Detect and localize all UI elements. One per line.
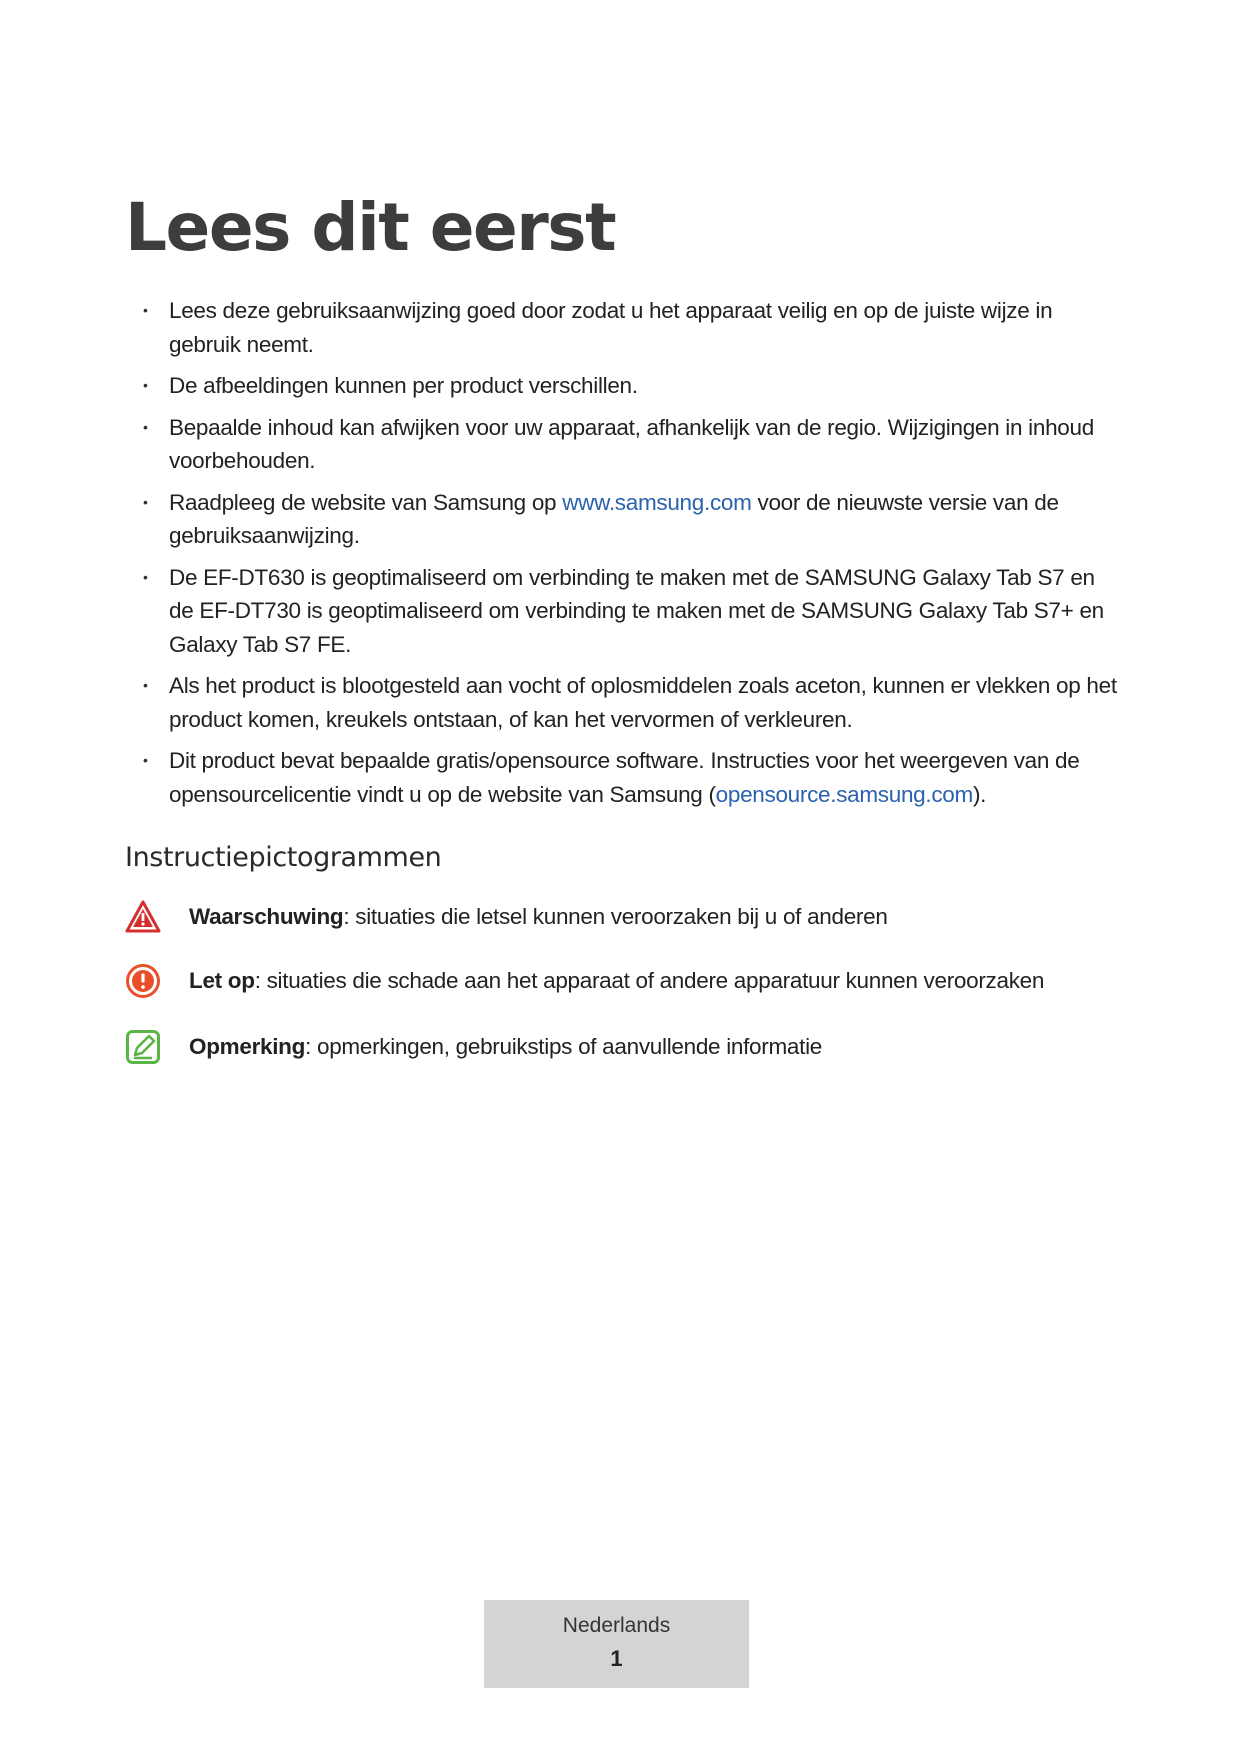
page-footer <box>484 1600 749 1688</box>
bullet-icon: • <box>143 568 148 585</box>
intro-bullet-list <box>135 294 1125 819</box>
note-icon <box>125 1029 161 1065</box>
warning-text: : situaties die letsel kunnen veroorzaken bij u of anderen <box>343 904 888 929</box>
caution-description <box>189 968 1044 994</box>
list-item-text-after: ). <box>972 781 987 807</box>
list-item <box>135 669 1125 736</box>
list-item <box>135 486 1125 553</box>
note-text: : opmerkingen, gebruikstips of aanvullende informatie <box>305 1034 822 1059</box>
list-item <box>135 294 1125 361</box>
list-item-text: De afbeeldingen kunnen per product verschillen. <box>169 373 638 398</box>
bullet-icon: • <box>143 677 148 693</box>
list-item-text: Als het product is blootgesteld aan vocht of oplosmiddelen zoals aceton, kunnen er vlekken op het product komen, kreukels ontstaan, of kan het vervormen of verkleuren. <box>169 673 1117 732</box>
list-item-text: Bepaalde inhoud kan afwijken voor uw apparaat, afhankelijk van de regio. Wijzigingen in inhoud voorbehouden. <box>169 414 1094 473</box>
list-item-text: Lees deze gebruiksaanwijzing goed door zodat u het apparaat veilig en op de juiste wijze in gebruik neemt. <box>169 298 1053 357</box>
icon-legend-note <box>125 1027 1125 1067</box>
page-number: 1 <box>610 1646 623 1671</box>
caution-text: : situaties die schade aan het apparaat of andere apparatuur kunnen veroorzaken <box>254 968 1045 993</box>
bullet-icon: • <box>143 418 148 435</box>
list-item-text-before: Dit product bevat bepaalde gratis/opensource software. Instructies voor het weergeven van de opensourcelicentie vindt u op de website van Samsung ( <box>169 748 1080 807</box>
note-description <box>189 1034 822 1060</box>
list-item <box>135 744 1125 811</box>
icon-legend-warning <box>125 897 1125 937</box>
footer-language: Nederlands <box>562 1614 671 1637</box>
caution-label: Let op <box>189 968 255 993</box>
bullet-icon: • <box>143 752 148 768</box>
samsung-website-link[interactable]: www.samsung.com <box>562 489 752 515</box>
opensource-website-link[interactable]: opensource.samsung.com <box>715 781 973 807</box>
section-heading: Instructiepictogrammen <box>125 842 442 873</box>
icon-legend-caution <box>125 961 1125 1001</box>
list-item <box>135 369 1125 403</box>
note-label: Opmerking <box>189 1034 306 1059</box>
caution-icon <box>125 963 161 999</box>
list-item <box>135 411 1125 478</box>
warning-label: Waarschuwing <box>189 904 344 929</box>
list-item-text-after: voor de nieuwste versie van de gebruiksaanwijzing. <box>169 489 1059 548</box>
page-title: Lees dit eerst <box>125 189 616 266</box>
bullet-icon: • <box>143 377 148 393</box>
list-item-text: De EF-DT630 is geoptimaliseerd om verbinding te maken met de SAMSUNG Galaxy Tab S7 en de EF-DT730 is geoptimaliseerd om verbinding te maken met de SAMSUNG Galaxy Tab S7+ en Galaxy Tab S7 FE. <box>169 564 1104 657</box>
warning-description <box>189 904 888 930</box>
list-item <box>135 561 1125 662</box>
warning-icon <box>125 899 161 935</box>
bullet-icon: • <box>143 302 148 318</box>
bullet-icon: • <box>143 493 148 510</box>
list-item-text-before: Raadpleeg de website van Samsung op <box>169 489 563 515</box>
